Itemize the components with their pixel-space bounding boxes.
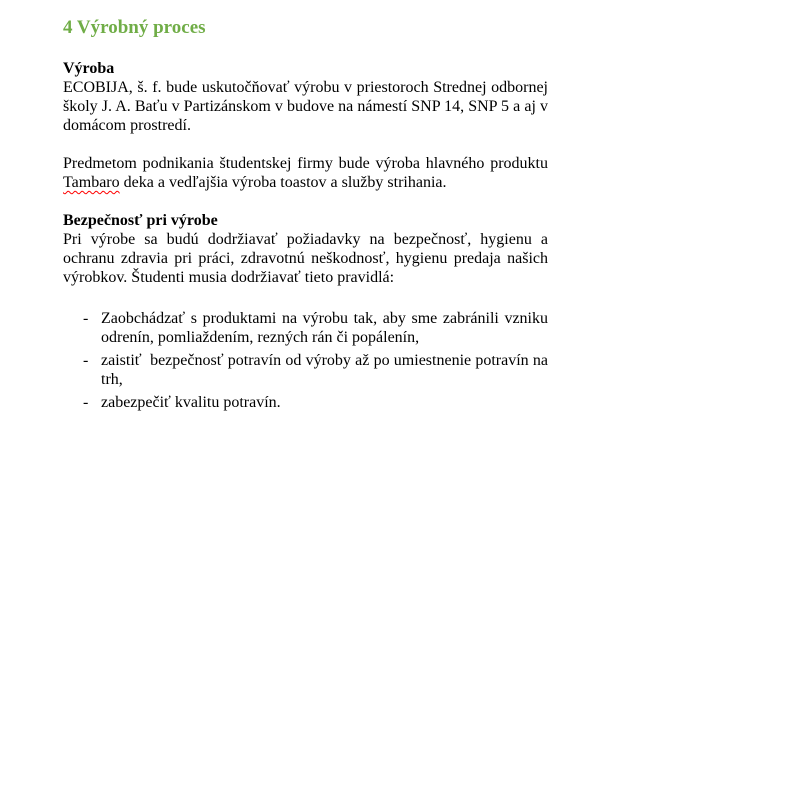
list-item: [83, 309, 552, 347]
list-item: [83, 351, 552, 389]
paragraph-vyroba: ECOBIJA, š. f. bude uskutočňovať výrobu v priestoroch Strednej odbornej školy J. A. Baťu v Partizánskom v budove na námestí SNP 14, SNP 5 a aj v domácom prostredí.: [63, 79, 548, 134]
section-label-vyroba: Výroba: [63, 60, 115, 77]
paragraph-bezpecnost: Pri výrobe sa budú dodržiavať požiadavky na bezpečnosť, hygienu a ochranu zdravia pri práci, zdravotnú neškodnosť, hygienu predaja našich výrobkov. Študenti musia dodržiavať tieto pravidlá:: [63, 231, 548, 286]
dash-bullet: -: [83, 352, 89, 369]
paragraph-predmet-part1: Predmetom podnikania študentskej firmy bude výroba hlavného produktu: [63, 155, 548, 172]
rules-list: [63, 309, 552, 412]
list-item: [83, 393, 548, 412]
section-label-bezpecnost: Bezpečnosť pri výrobe: [63, 212, 218, 229]
page-title: 4 Výrobný proces: [63, 17, 206, 38]
paragraph-predmet: [63, 154, 548, 192]
list-item-text: zabezpečiť kvalitu potravín.: [101, 394, 281, 411]
dash-bullet: -: [83, 310, 89, 327]
dash-bullet: -: [83, 394, 89, 411]
paragraph-predmet-part2: deka a vedľajšia výroba toastov a služby strihania.: [119, 174, 447, 191]
document-content: [63, 16, 552, 412]
list-item-text: Zaobchádzať s produktami na výrobu tak, aby sme zabránili vzniku odrenín, pomliaždením, rezných rán či popálenín,: [101, 310, 552, 346]
misspelled-word: Tambaro: [63, 174, 120, 191]
list-item-text: zaistiť bezpečnosť potravín od výroby až po umiestnenie potravín na trh,: [101, 352, 552, 388]
